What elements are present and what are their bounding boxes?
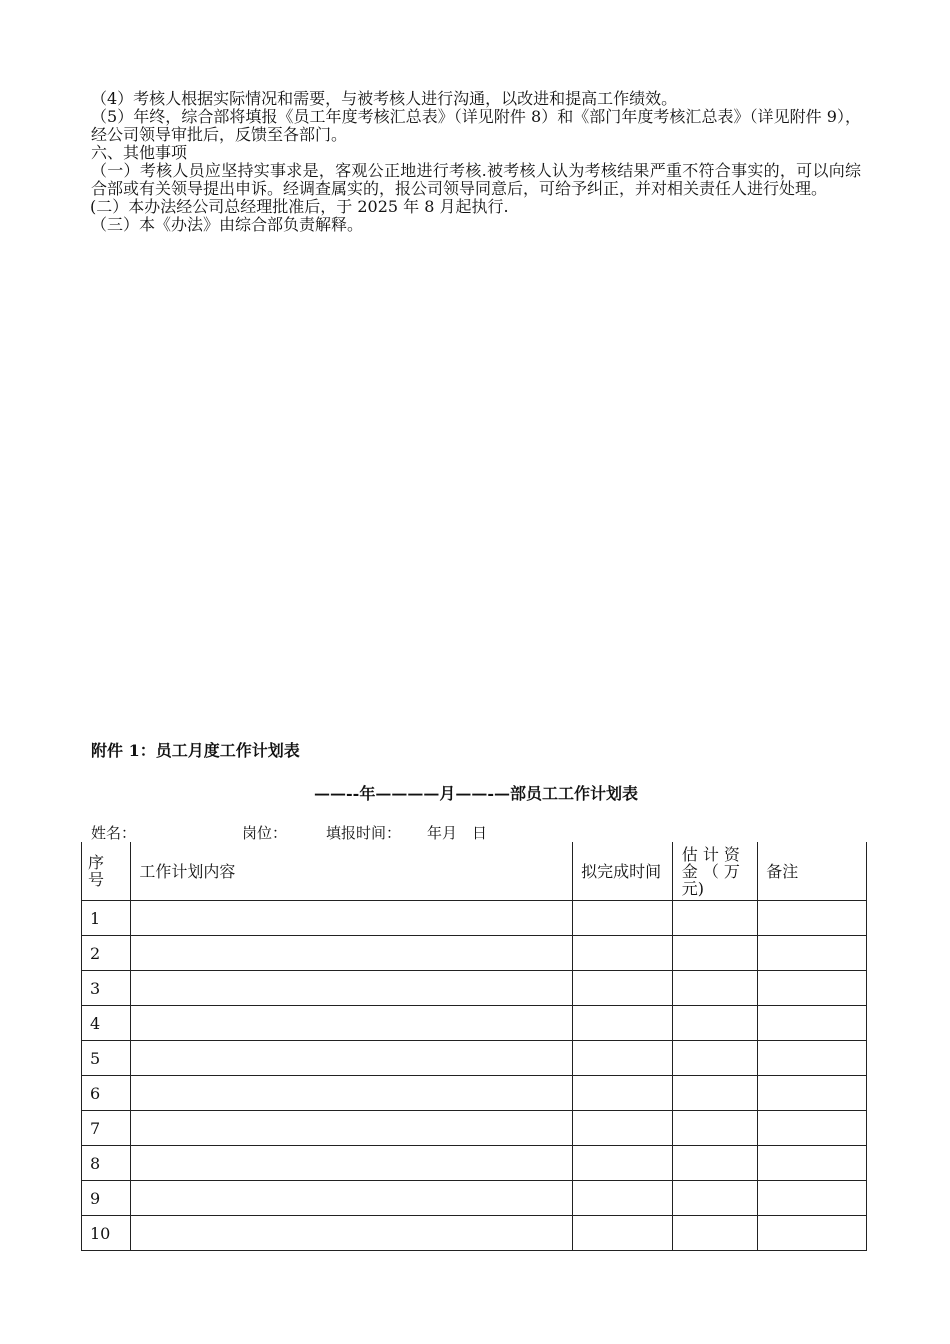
table-row <box>82 1111 867 1146</box>
completion-time-cell[interactable] <box>573 1041 673 1076</box>
plan-content-cell[interactable] <box>131 1006 573 1041</box>
note-cell[interactable] <box>758 1216 867 1251</box>
fill-time-label: 填报时间： <box>326 824 402 842</box>
estimated-fund-cell[interactable] <box>672 1006 758 1041</box>
paragraph-5: （5）年终，综合部将填报《员工年度考核汇总表》（详见附件 8）和《部门年度考核汇总表》（详见附件 9），经公司领导审批后，反馈至各部门。 <box>91 107 861 144</box>
note-cell[interactable] <box>758 1041 867 1076</box>
completion-time-cell[interactable] <box>573 971 673 1006</box>
work-plan-table <box>81 842 867 1251</box>
plan-content-cell[interactable] <box>131 936 573 971</box>
paragraph-other-2: (二）本办法经公司总经理批准后，于 2025 年 8 月起执行. <box>90 197 509 216</box>
plan-content-cell[interactable] <box>131 1216 573 1251</box>
completion-time-cell[interactable] <box>573 1146 673 1181</box>
table-row <box>82 936 867 971</box>
plan-content-cell[interactable] <box>131 1111 573 1146</box>
row-number-cell: 4 <box>82 1006 131 1041</box>
estimated-fund-cell[interactable] <box>672 971 758 1006</box>
plan-content-cell[interactable] <box>131 1146 573 1181</box>
table-row <box>82 1006 867 1041</box>
table-row <box>82 1146 867 1181</box>
header-content: 工作计划内容 <box>131 842 573 901</box>
section-heading-other: 六、其他事项 <box>91 143 188 162</box>
header-note: 备注 <box>758 842 867 901</box>
attachment-title: 附件 1：员工月度工作计划表 <box>91 741 300 760</box>
paragraph-other-1: （一）考核人员应坚持实事求是，客观公正地进行考核.被考核人认为考核结果严重不符合事实的，可以向综合部或有关领导提出申诉。经调查属实的，报公司领导同意后，可给予纠正，并对相关责任人进行处理。 <box>91 161 861 198</box>
completion-time-cell[interactable] <box>573 1181 673 1216</box>
note-cell[interactable] <box>758 1076 867 1111</box>
completion-time-cell[interactable] <box>573 1216 673 1251</box>
header-no: 序号 <box>82 842 131 901</box>
note-cell[interactable] <box>758 1006 867 1041</box>
plan-content-cell[interactable] <box>131 1076 573 1111</box>
note-cell[interactable] <box>758 1111 867 1146</box>
note-cell[interactable] <box>758 1181 867 1216</box>
table-title-text: ——--年————月——-—部员工工作计划表 <box>314 784 638 803</box>
estimated-fund-cell[interactable] <box>672 1041 758 1076</box>
row-number-cell: 6 <box>82 1076 131 1111</box>
table-title <box>0 784 950 804</box>
note-cell[interactable] <box>758 936 867 971</box>
table-row <box>82 1076 867 1111</box>
estimated-fund-cell[interactable] <box>672 936 758 971</box>
table-row <box>82 1041 867 1076</box>
note-cell[interactable] <box>758 971 867 1006</box>
estimated-fund-cell[interactable] <box>672 1146 758 1181</box>
row-number-cell: 8 <box>82 1146 131 1181</box>
table-row <box>82 1216 867 1251</box>
body-text <box>91 90 861 234</box>
completion-time-cell[interactable] <box>573 936 673 971</box>
estimated-fund-cell[interactable] <box>672 1111 758 1146</box>
paragraph-other-3: （三）本《办法》由综合部负责解释。 <box>91 215 364 234</box>
row-number-cell: 3 <box>82 971 131 1006</box>
row-number-cell: 9 <box>82 1181 131 1216</box>
estimated-fund-cell[interactable] <box>672 1181 758 1216</box>
plan-content-cell[interactable] <box>131 901 573 936</box>
table-header-row <box>82 842 867 901</box>
table-row <box>82 901 867 936</box>
table-row <box>82 971 867 1006</box>
name-label: 姓名： <box>91 824 137 842</box>
date-label: 年月 日 <box>427 824 488 842</box>
estimated-fund-cell[interactable] <box>672 901 758 936</box>
note-cell[interactable] <box>758 901 867 936</box>
plan-content-cell[interactable] <box>131 971 573 1006</box>
row-number-cell: 1 <box>82 901 131 936</box>
completion-time-cell[interactable] <box>573 901 673 936</box>
plan-content-cell[interactable] <box>131 1181 573 1216</box>
estimated-fund-cell[interactable] <box>672 1216 758 1251</box>
note-cell[interactable] <box>758 1146 867 1181</box>
completion-time-cell[interactable] <box>573 1076 673 1111</box>
plan-content-cell[interactable] <box>131 1041 573 1076</box>
completion-time-cell[interactable] <box>573 1111 673 1146</box>
row-number-cell: 2 <box>82 936 131 971</box>
estimated-fund-cell[interactable] <box>672 1076 758 1111</box>
completion-time-cell[interactable] <box>573 1006 673 1041</box>
header-completion-time: 拟完成时间 <box>573 842 673 901</box>
header-estimated-fund: 估 计 资 金 （ 万 元) <box>672 842 758 901</box>
row-number-cell: 10 <box>82 1216 131 1251</box>
table-row <box>82 1181 867 1216</box>
position-label: 岗位： <box>242 824 288 842</box>
row-number-cell: 7 <box>82 1111 131 1146</box>
paragraph-4: （4）考核人根据实际情况和需要，与被考核人进行沟通，以改进和提高工作绩效。 <box>91 89 678 108</box>
row-number-cell: 5 <box>82 1041 131 1076</box>
